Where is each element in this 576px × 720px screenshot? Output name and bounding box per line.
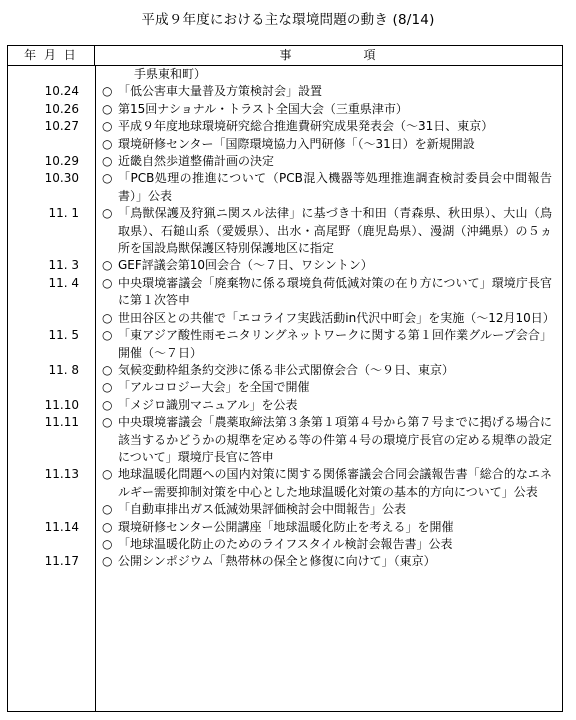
row-text: 環境研修センター「国際環境協力入門研修「（～31日）を新規開設 <box>118 136 475 151</box>
bullet-circle-icon: ○ <box>102 119 113 134</box>
table-row <box>8 170 562 205</box>
bullet-circle-icon: ○ <box>102 101 113 116</box>
row-text: 気候変動枠組条約交渉に係る非公式閣僚会合（～９日、東京） <box>118 362 455 377</box>
table-row <box>8 66 562 83</box>
row-content <box>102 83 552 100</box>
row-text: 中央環境審議会「農薬取締法第３条第１項第４号から第７号までに掲げる場合に該当するかどうかの規準を定める等の件第４号の環境庁長官の定める規準の設定について」環境庁長官に答申 <box>118 415 552 464</box>
row-content <box>102 153 552 170</box>
table-row <box>8 362 562 379</box>
table-header <box>8 46 562 66</box>
row-text: 第15回ナショナル・トラスト全国大会（三重県津市） <box>118 101 408 116</box>
bullet-circle-icon: ○ <box>102 502 113 517</box>
row-date: 11.11 <box>44 415 79 430</box>
row-content <box>102 397 552 414</box>
row-content <box>102 205 552 257</box>
bullet-circle-icon: ○ <box>102 328 113 343</box>
table-row <box>8 466 562 501</box>
row-content <box>102 101 552 118</box>
header-item: 事 項 <box>279 48 378 62</box>
row-text: 公開シンポジウム「熱帯林の保全と修復に向けて」（東京） <box>118 554 436 569</box>
bullet-circle-icon: ○ <box>102 415 113 430</box>
table-row <box>8 536 562 553</box>
bullet-circle-icon: ○ <box>102 536 113 551</box>
row-content <box>102 275 552 310</box>
table-row <box>8 101 562 118</box>
events-table <box>7 45 563 712</box>
row-content <box>102 362 552 379</box>
row-text: 「メジロ識別マニュアル」を公表 <box>118 397 298 412</box>
row-content <box>102 136 552 153</box>
bullet-circle-icon: ○ <box>102 554 113 569</box>
bullet-circle-icon: ○ <box>102 206 113 221</box>
row-date: 11. 5 <box>48 328 79 343</box>
table-row <box>8 414 562 466</box>
row-text: 中央環境審議会「廃棄物に係る環境負荷低減対策の在り方について」環境庁長官に第１次答申 <box>118 275 552 308</box>
row-text: 世田谷区との共催で「エコライフ実践活動in代沢中町会」を実施（～12月10日） <box>118 310 555 325</box>
table-row <box>8 118 562 135</box>
row-text: 「PCB処理の推進について（PCB混入機器等処理推進調査検討委員会中間報告書）」公表 <box>118 171 552 203</box>
row-date: 11.10 <box>44 397 79 412</box>
row-date: 11. 8 <box>48 362 79 377</box>
row-date: 11. 1 <box>48 206 79 221</box>
row-date: 11. 4 <box>48 275 79 290</box>
row-content <box>102 327 552 362</box>
bullet-circle-icon: ○ <box>102 519 113 534</box>
table-row <box>8 275 562 310</box>
row-date: 11.13 <box>44 467 79 482</box>
table-body <box>8 66 562 571</box>
row-text: 地球温暖化問題への国内対策に関する関係審議会合同会議報告書「総合的なエネルギー需要抑制対策を中心とした地球温暖化対策の基本的方向について」公表 <box>118 467 552 499</box>
table-row <box>8 501 562 518</box>
row-content <box>102 536 552 553</box>
row-text: 手県東和町） <box>134 67 207 81</box>
table-row <box>8 519 562 536</box>
row-content <box>102 414 552 466</box>
row-content <box>102 310 555 327</box>
table-row <box>8 310 562 327</box>
row-text: 「自動車排出ガス低減効果評価検討会中間報告」公表 <box>118 502 407 517</box>
row-date: 10.26 <box>44 101 79 116</box>
row-date: 11.17 <box>44 554 79 569</box>
row-date: 11.14 <box>44 519 79 534</box>
row-text: 平成９年度地球環境研究総合推進費研究成果発表会（～31日、東京） <box>118 119 494 134</box>
bullet-circle-icon: ○ <box>102 467 113 482</box>
table-row <box>8 83 562 100</box>
table-row <box>8 205 562 257</box>
page-title: 平成９年度における主な環境問題の動き (8/14) <box>141 12 435 28</box>
table-row <box>8 327 562 362</box>
row-text: 「鳥獣保護及狩猟ニ関スル法律」に基づき十和田（青森県、秋田県）、大山（鳥取県）、石鎚山系（愛媛県）、出水・高尾野（鹿児島県）、漫湖（沖縄県）の５ヵ所を国設鳥獣保護区特別保護地区に指定 <box>118 206 552 256</box>
table-row <box>8 379 562 396</box>
row-text: 「アルコロジー大会」を全国で開催 <box>118 380 310 395</box>
row-content <box>102 118 552 135</box>
bullet-circle-icon: ○ <box>102 258 113 273</box>
row-date: 10.29 <box>44 154 79 169</box>
bullet-circle-icon: ○ <box>102 362 113 377</box>
row-text: 「東アジア酸性雨モニタリングネットワークに関する第１回作業グループ会合」開催（～７日） <box>118 328 552 360</box>
row-content <box>102 66 552 83</box>
bullet-circle-icon: ○ <box>102 310 113 325</box>
table-row <box>8 397 562 414</box>
row-date: 11. 3 <box>48 258 79 273</box>
row-content <box>102 553 552 570</box>
row-date: 10.27 <box>44 119 79 134</box>
row-text: 「地球温暖化防止のためのライフスタイル検討会報告書」公表 <box>118 536 453 551</box>
row-content <box>102 379 552 396</box>
row-text: GEF評議会第10回会合（～７日、ワシントン） <box>118 258 373 273</box>
table-row <box>8 257 562 274</box>
row-content <box>102 519 552 536</box>
row-content <box>102 501 552 518</box>
row-content <box>102 257 552 274</box>
bullet-circle-icon: ○ <box>102 397 113 412</box>
row-text: 環境研修センター公開講座「地球温暖化防止を考える」を開催 <box>118 519 454 534</box>
bullet-circle-icon: ○ <box>102 380 113 395</box>
table-row <box>8 553 562 570</box>
row-text: 近畿自然歩道整備計画の決定 <box>118 154 275 169</box>
table-row <box>8 136 562 153</box>
table-row <box>8 153 562 170</box>
row-text: 「低公害車大量普及方策検討会」設置 <box>118 84 323 99</box>
bullet-circle-icon: ○ <box>102 84 113 99</box>
bullet-circle-icon: ○ <box>102 275 113 290</box>
bullet-circle-icon: ○ <box>102 171 113 186</box>
row-date: 10.24 <box>44 84 79 99</box>
row-content <box>102 170 552 205</box>
bullet-circle-icon: ○ <box>102 154 113 169</box>
row-date: 10.30 <box>44 171 79 186</box>
header-date: 年 月 日 <box>8 46 95 65</box>
bullet-circle-icon: ○ <box>102 136 113 151</box>
row-content <box>102 466 552 501</box>
